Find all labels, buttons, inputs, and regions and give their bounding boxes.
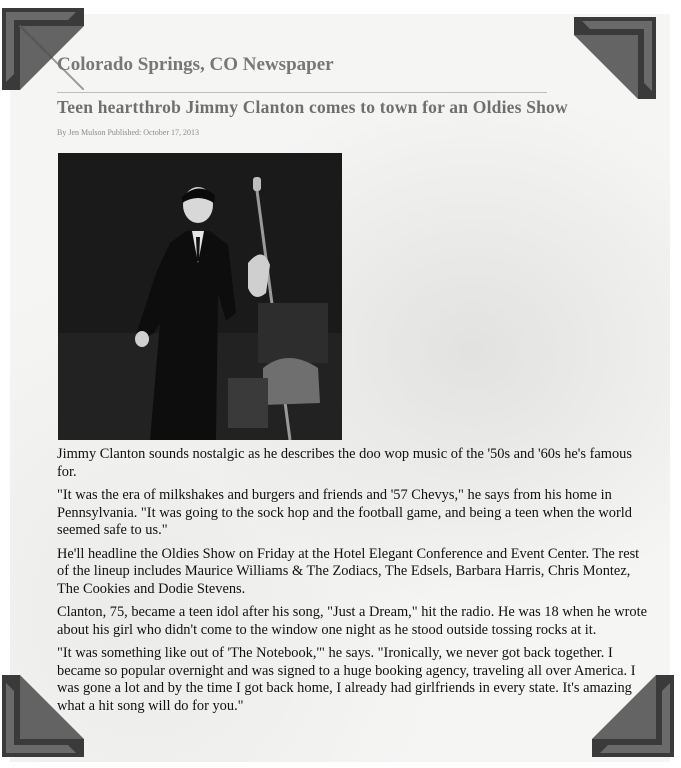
article-paragraph: Jimmy Clanton sounds nostalgic as he describes the doo wop music of the '50s and '60s he's famous for. xyxy=(57,446,632,480)
article-paragraph: Clanton, 75, became a teen idol after his song, "Just a Dream," hit the radio. He was 18 when he wrote about his girl who didn't come to the window one night as he stood outside tossing rocks at it. xyxy=(57,604,648,638)
article-byline: By Jen Mulson Published: October 17, 2013 xyxy=(57,128,199,137)
concert-photo xyxy=(58,153,342,440)
article-paragraph: "It was something like out of 'The Notebook,'" he says. "Ironically, we never got back together. I became so popular overnight and was signed to a huge booking agency, traveling all over America. I was gone a lot and by the time I got back home, I already had girlfriends in every state. It's amazing what a hit song will do for you." xyxy=(57,645,636,714)
article-paragraph: He'll headline the Oldies Show on Friday at the Hotel Elegant Conference and Event Center. The rest of the lineup includes Maurice Williams & The Zodiacs, The Edsels, Barbara Harris, Chris Montez, The Cookies and Dodie Stevens. xyxy=(57,545,640,597)
article-headline: Teen heartthrob Jimmy Clanton comes to town for an Oldies Show xyxy=(57,97,568,117)
photo-corner-top-left xyxy=(2,8,84,90)
article-paragraph: "It was the era of milkshakes and burgers and friends and '57 Chevys," he says from his home in Pennsylvania. "It was going to the sock hop and the football game, and being a teen when the world seemed safe to us." xyxy=(57,487,632,538)
newspaper-name: Colorado Springs, CO Newspaper xyxy=(57,54,334,75)
article-body xyxy=(57,446,653,721)
header-divider xyxy=(57,92,547,93)
performer-photo-icon xyxy=(58,153,342,440)
photo-corner-top-right xyxy=(574,17,656,99)
